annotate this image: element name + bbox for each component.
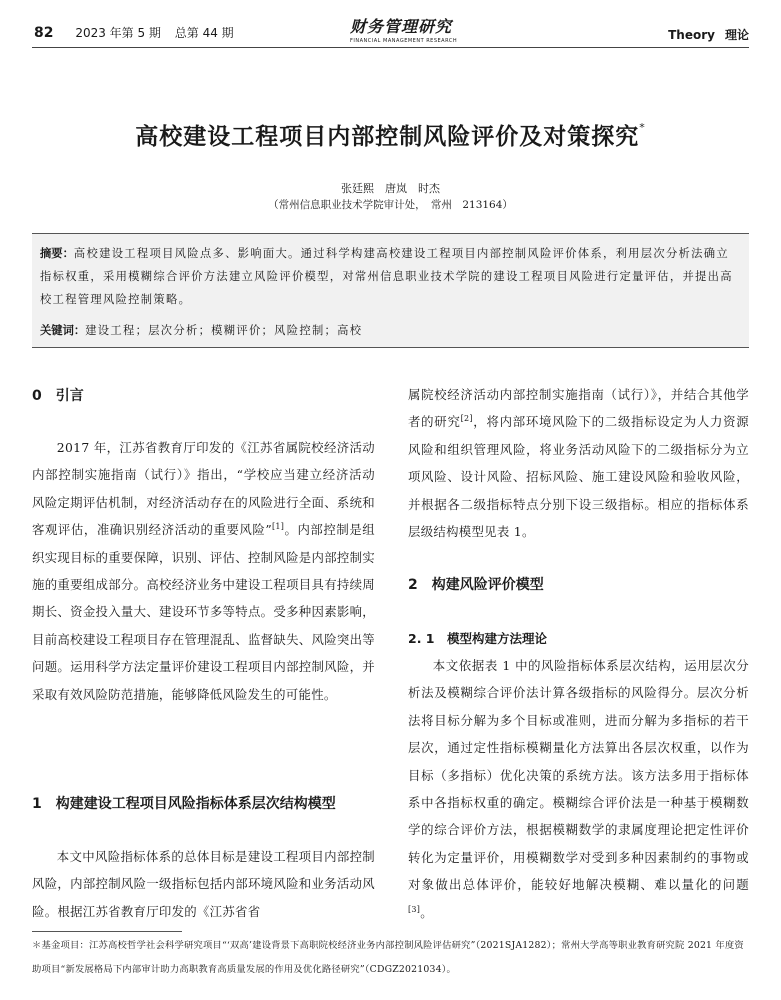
paragraph-text: 属院校经济活动内部控制实施指南（试行）》，并结合其他学者的研究	[408, 387, 749, 430]
section-2-1-body	[408, 652, 749, 926]
journal-logo	[350, 14, 458, 44]
issue-label: 2023 年第 5 期	[75, 26, 161, 40]
paragraph	[408, 381, 749, 545]
abstract	[40, 242, 740, 311]
section-label-cn: 理论	[724, 28, 749, 42]
section-1-heading: 1 构建建设工程项目风险指标体系层次结构模型	[32, 796, 336, 812]
keywords	[40, 321, 740, 341]
authors: 张廷熙 唐岚 时杰	[341, 182, 440, 195]
total-issue-label: 总第 44 期	[174, 26, 234, 40]
journal-logo-cn: 财务管理研究	[350, 17, 453, 36]
section-0-body	[32, 434, 375, 708]
paper-title	[0, 118, 781, 151]
running-header-left	[34, 24, 234, 41]
section-2-1-heading: 2. 1 模型构建方法理论	[408, 631, 547, 646]
paragraph-text: 本文依据表 1 中的风险指标体系层次结构，运用层次分析法及模糊综合评价法计算各级指标的风险得分。层次分析法将目标分解为多个目标或准则，进而分解为多指标的若干层次，通过定性指标模糊量化方法算出各层次权重，以作为目标（多指标）优化决策的系统方法。该方法多用于指标体系中各指标权重的确定。模糊综合评价法是一种基于模糊数学的综合评价方法，根据模糊数学的隶属度理论把定性评价转化为定量评价，用模糊数学对受到多种因素制约的事物或对象做出总体评价，能较好地解决模糊、难以量化的问题	[408, 658, 749, 893]
header-rule	[32, 47, 749, 48]
paragraph-text: 。	[420, 904, 433, 920]
paragraph	[32, 434, 375, 708]
abstract-label: 摘要：	[40, 247, 74, 260]
paragraph-text: ，将内部环境风险下的二级指标设定为人力资源风险和组织管理风险，将业务活动风险下的二级指标分为立项风险、设计风险、招标风险、施工建设风险和验收风险，并根据各二级指标特点分别下设三级指标。相应的指标体系层级结构模型见表 1。	[408, 414, 749, 540]
keywords-text: 建设工程；层次分析；模糊评价；风险控制；高校	[85, 324, 363, 337]
paragraph	[408, 652, 749, 926]
abstract-box	[32, 233, 749, 348]
title-footnote-mark: *	[639, 121, 646, 135]
paragraph-text: 2017 年，江苏省教育厅印发的《江苏省属院校经济活动内部控制实施指南（试行）》指出，“学校应当建立经济活动风险定期评估机制，对经济活动存在的风险进行全面、系统和客观评估，准确识别经济活动的重要风险”	[32, 440, 375, 538]
citation-ref: [2]	[460, 414, 473, 424]
running-header-right	[668, 26, 749, 43]
section-0-heading: 0 引言	[32, 388, 84, 404]
paper-title-text: 高校建设工程项目内部控制风险评价及对策探究	[135, 124, 640, 150]
funding-footnote: ＊基金项目：江苏高校哲学社会科学研究项目“‘双高’建设背景下高职院校经济业务内部控制风险评估研究”（2021SJA1282）；常州大学高等职业教育研究院 2021 年度资助项目“新发展格局下内部审计助力高职教育高质量发展的作用及优化路径研究”（CDGZ2021034）。	[32, 940, 744, 975]
section-label-en: Theory	[668, 28, 715, 42]
affiliation: （常州信息职业技术学院审计处， 常州 213164）	[268, 199, 513, 211]
page-number: 82	[34, 25, 54, 41]
abstract-text: 高校建设工程项目风险点多、影响面大。通过科学构建高校建设工程项目内部控制风险评价体系，利用层次分析法确立指标权重，采用模糊综合评价方法建立风险评价模型，对常州信息职业技术学院的建设工程项目风险进行定量评估，并提出高校工程管理风险控制策略。	[40, 247, 733, 306]
footnote-rule	[32, 931, 182, 932]
paragraph: 本文中风险指标体系的总体目标是建设工程项目内部控制风险，内部控制风险一级指标包括内部环境风险和业务活动风险。根据江苏省教育厅印发的《江苏省省	[32, 849, 375, 919]
paragraph-text: 。内部控制是组织实现目标的重要保障，识别、评估、控制风险是内部控制实施的重要组成部分。高校经济业务中建设工程项目具有持续周期长、资金投入量大、建设环节多等特点。受多种因素影响，目前高校建设工程项目存在管理混乱、监督缺失、风险突出等问题。运用科学方法定量评价建设工程项目内部控制风险，并采取有效风险防范措施，能够降低风险发生的可能性。	[32, 522, 375, 702]
keywords-label: 关键词：	[40, 324, 86, 337]
journal-logo-en: FINANCIAL MANAGEMENT RESEARCH	[350, 38, 458, 44]
citation-ref: [1]	[272, 522, 285, 532]
section-2-heading: 2 构建风险评价模型	[408, 577, 544, 593]
citation-ref: [3]	[408, 904, 421, 914]
section-1-continued	[408, 381, 749, 545]
section-1-body	[32, 843, 375, 925]
